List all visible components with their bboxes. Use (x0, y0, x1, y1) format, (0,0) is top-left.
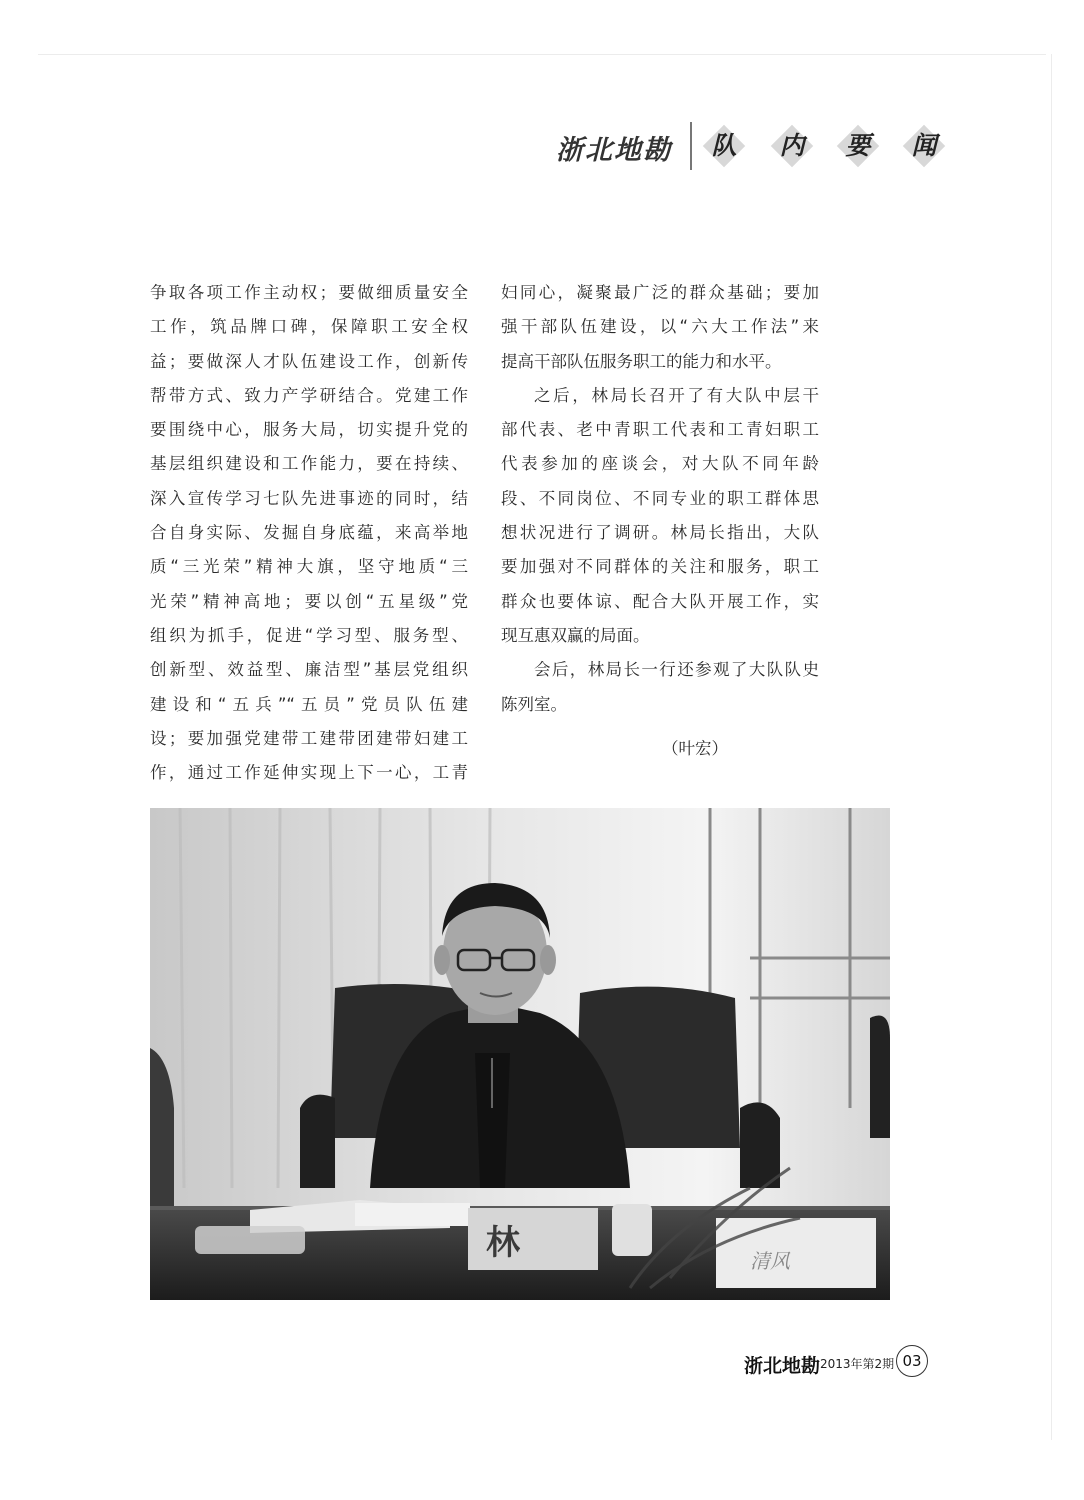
text-line: 之后，林局长召开了有大队中层干 (534, 385, 819, 405)
text-line: 要加强对不同群体的关注和服务，职工 (501, 557, 819, 577)
text-line: 部代表、老中青职工代表和工青妇职工 (501, 420, 819, 440)
article-column-right (501, 276, 819, 766)
text-line: 要围绕中心，服务大局，切实提升党的 (150, 420, 468, 440)
text-line: 现互惠双赢的局面。 (501, 625, 650, 645)
text-line: 合自身实际、发掘自身底蕴，来高举地 (150, 523, 468, 543)
text-line: 益；要做深人才队伍建设工作，创新传 (150, 351, 468, 371)
text-line: 光荣”精神高地；要以创“五星级”党 (150, 591, 468, 611)
section-char-text: 队 (711, 131, 737, 160)
text-line: 设；要加强党建带工建带团建带妇建工 (150, 728, 468, 748)
text-line: 代表参加的座谈会，对大队不同年龄 (501, 454, 819, 474)
page-border-top (38, 54, 1046, 55)
page-header (550, 120, 950, 176)
text-line: 强干部队伍建设，以“六大工作法”来 (501, 317, 819, 337)
footer-brand: 浙北地勘 (744, 1355, 821, 1377)
section-char-text: 内 (779, 131, 805, 160)
nameplate-text: 林 (486, 1223, 520, 1263)
text-line: 争取各项工作主动权；要做细质量安全 (150, 283, 468, 302)
text-line: 创新型、效益型、廉洁型”基层党组织 (150, 660, 468, 680)
text-line: 深入宣传学习七队先进事迹的同时，结 (150, 488, 468, 508)
footer-issue: 2013年第2期 (820, 1357, 895, 1371)
text-line: 基层组织建设和工作能力，要在持续、 (150, 454, 468, 474)
text-line: 群众也要体谅、配合大队开展工作，实 (501, 591, 819, 611)
header-divider (690, 122, 692, 170)
text-line: 建设和“五兵”“五员”党员队伍建 (150, 694, 468, 714)
text-line: 陈列室。 (501, 694, 567, 714)
section-char-4 (902, 124, 946, 168)
text-line: 工作，筑品牌口碑，保障职工安全权 (150, 317, 468, 337)
text-line: 作，通过工作延伸实现上下一心，工青 (150, 763, 468, 783)
tissue-box-text: 清风 (750, 1249, 790, 1273)
section-char-3 (836, 124, 880, 168)
section-char-text: 闻 (911, 131, 937, 160)
text-line: 段、不同岗位、不同专业的职工群体思 (501, 488, 819, 508)
author-byline: （叶宏） (662, 738, 728, 758)
page-number: 03 (896, 1345, 928, 1377)
meeting-photo (150, 808, 890, 1300)
section-char-2 (770, 124, 814, 168)
text-line: 想状况进行了调研。林局长指出，大队 (501, 523, 819, 543)
text-line: 组织为抓手，促进“学习型、服务型、 (150, 625, 468, 645)
photo-illustration (150, 808, 890, 1300)
masthead-title: 浙北地勘 (556, 135, 672, 166)
section-title (702, 120, 952, 172)
text-line: 帮带方式、致力产学研结合。党建工作 (150, 385, 468, 405)
section-char-1 (702, 124, 746, 168)
article-column-left (150, 276, 468, 790)
page-border-right (1051, 54, 1052, 1440)
text-line: 质“三光荣”精神大旗，坚守地质“三 (150, 557, 468, 577)
text-line: 提高干部队伍服务职工的能力和水平。 (501, 351, 782, 371)
text-line: 妇同心，凝聚最广泛的群众基础；要加 (501, 283, 819, 302)
section-char-text: 要 (845, 131, 871, 160)
text-line: 会后，林局长一行还参观了大队队史 (534, 660, 819, 680)
